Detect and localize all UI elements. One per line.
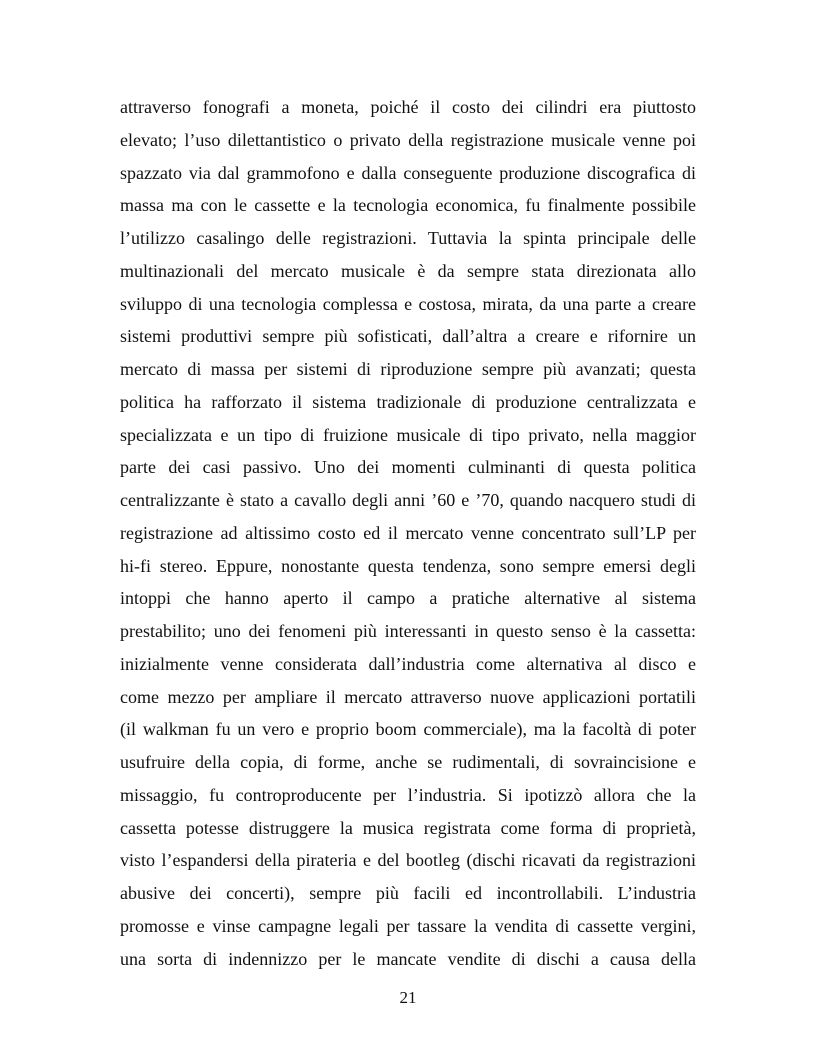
text-line: politica ha rafforzato il sistema tradizionale di produzione centralizzata e — [120, 391, 696, 412]
text-line: centralizzante è stato a cavallo degli anni ’60 e ’70, quando nacquero studi di — [120, 490, 696, 510]
text-line: abusive dei concerti), sempre più facili ed incontrollabili. L’industria — [120, 883, 696, 903]
text-line: sviluppo di una tecnologia complessa e costosa, mirata, da una parte a creare — [120, 293, 696, 314]
text-line: mercato di massa per sistemi di riproduzione sempre più avanzati; questa — [120, 359, 696, 379]
text-line: registrazione ad altissimo costo ed il mercato venne concentrato sull’LP per — [120, 522, 696, 543]
text-line: attraverso fonografi a moneta, poiché il costo dei cilindri era piuttosto — [120, 97, 696, 117]
text-line: inizialmente venne considerata dall’industria come alternativa al disco e — [120, 653, 696, 674]
body-text — [120, 91, 696, 975]
text-line: sistemi produttivi sempre più sofisticati, dall’altra a creare e rifornire un — [120, 326, 696, 347]
text-line: (il walkman fu un vero e proprio boom commerciale), ma la facoltà di poter — [120, 719, 696, 740]
text-line: missaggio, fu controproducente per l’industria. Si ipotizzò allora che la — [120, 784, 696, 805]
text-line: usufruire della copia, di forme, anche se rudimentali, di sovraincisione e — [120, 752, 696, 772]
text-line: elevato; l’uso dilettantistico o privato della registrazione musicale venne poi — [120, 129, 696, 150]
text-line: visto l’espandersi della pirateria e del bootleg (dischi ricavati da registrazioni — [120, 850, 696, 871]
text-line: promosse e vinse campagne legali per tassare la vendita di cassette vergini, — [120, 915, 696, 936]
text-line: specializzata e un tipo di fruizione musicale di tipo privato, nella maggior — [120, 424, 696, 445]
text-line: massa ma con le cassette e la tecnologia economica, fu finalmente possibile — [120, 195, 696, 216]
text-line: spazzato via dal grammofono e dalla conseguente produzione discografica di — [120, 162, 696, 183]
page-number: 21 — [399, 988, 417, 1007]
text-line: cassetta potesse distruggere la musica registrata come forma di proprietà, — [120, 817, 696, 838]
text-line: prestabilito; uno dei fenomeni più interessanti in questo senso è la cassetta: — [120, 621, 696, 641]
text-line: multinazionali del mercato musicale è da sempre stata direzionata allo — [120, 260, 696, 281]
text-line: una sorta di indennizzo per le mancate vendite di dischi a causa della — [120, 948, 696, 969]
text-line: intoppi che hanno aperto il campo a pratiche alternative al sistema — [120, 588, 696, 609]
text-line: hi-fi stereo. Eppure, nonostante questa tendenza, sono sempre emersi degli — [120, 555, 696, 576]
text-line: parte dei casi passivo. Uno dei momenti culminanti di questa politica — [120, 457, 696, 478]
text-line: come mezzo per ampliare il mercato attraverso nuove applicazioni portatili — [120, 686, 696, 707]
text-line: l’utilizzo casalingo delle registrazioni. Tuttavia la spinta principale delle — [120, 228, 696, 248]
